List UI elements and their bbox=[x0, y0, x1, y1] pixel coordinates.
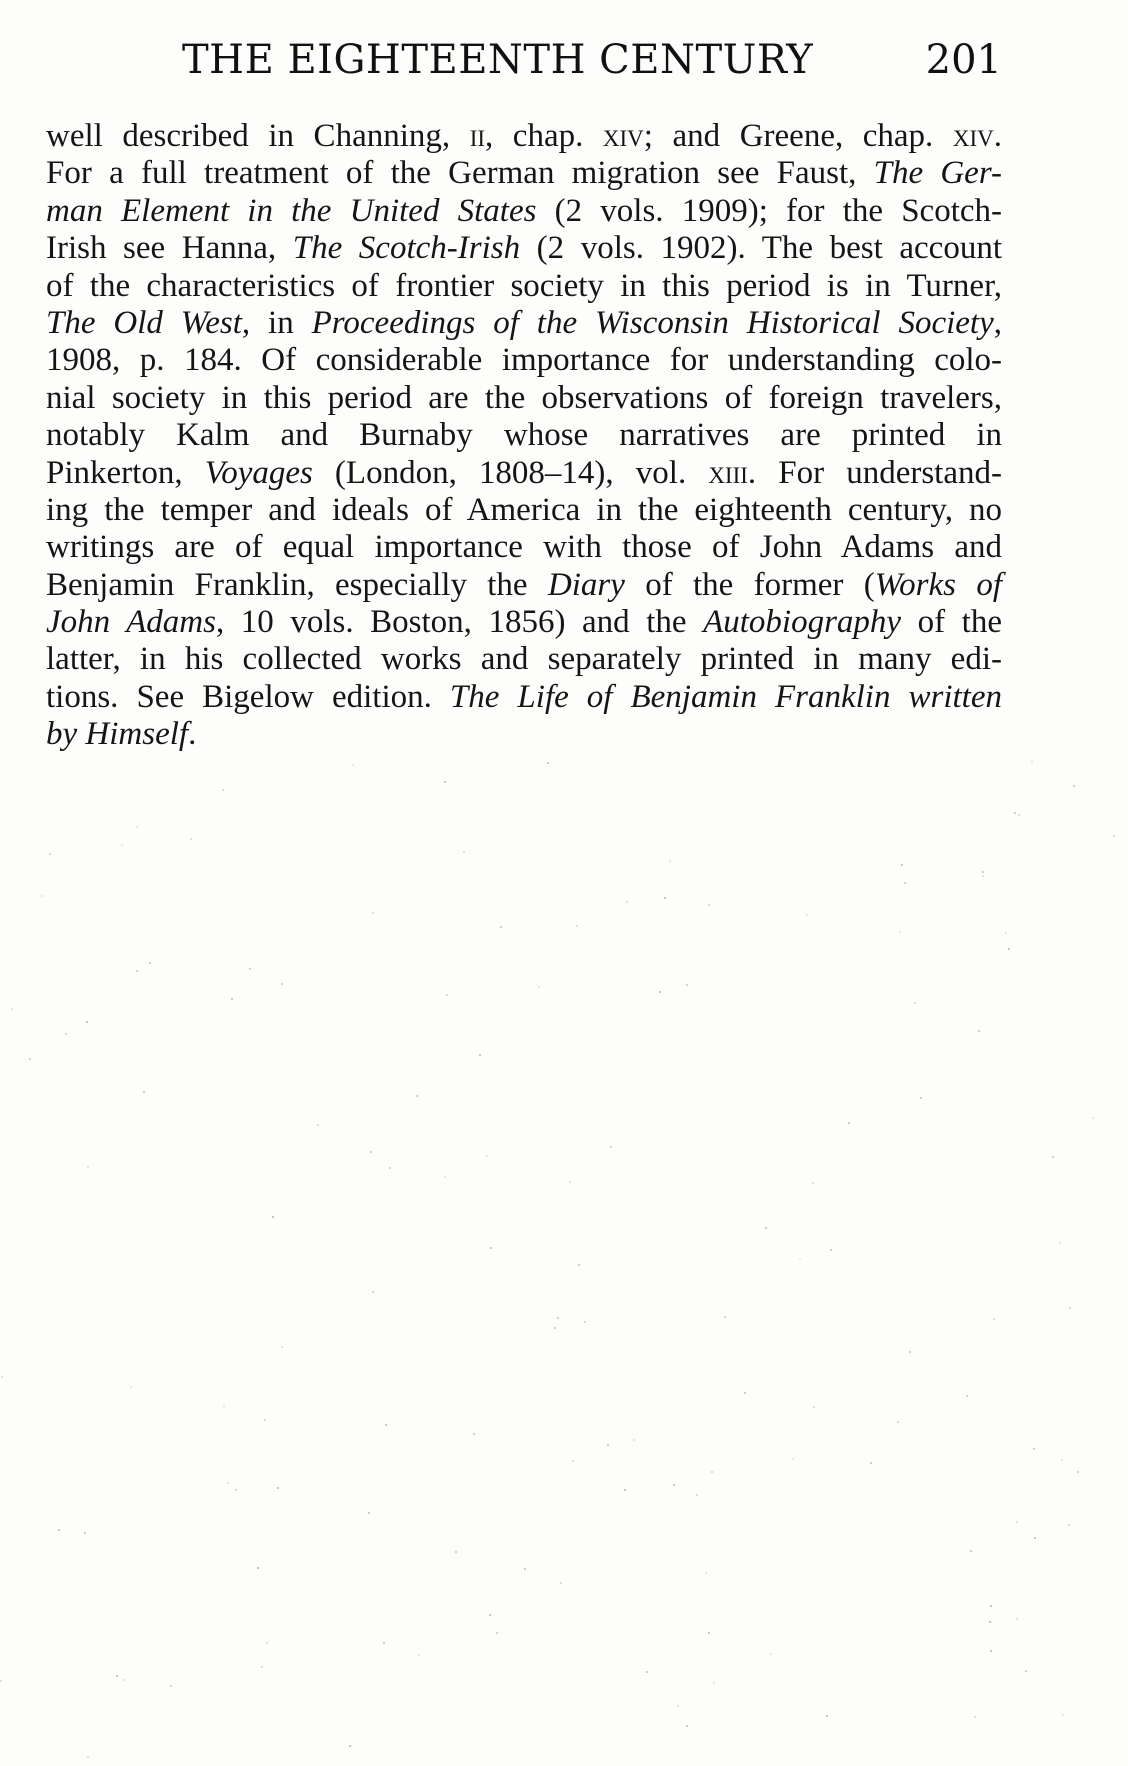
text-line: For a full treatment of the German migration see Faust, The Ger- bbox=[46, 155, 1002, 192]
scan-speck bbox=[444, 1176, 446, 1178]
scan-speck bbox=[222, 789, 224, 791]
scan-speck bbox=[982, 871, 984, 873]
scan-speck bbox=[1059, 1242, 1061, 1244]
scan-speck bbox=[1033, 1448, 1035, 1450]
text-line: 1908, p. 184. Of considerable importance for understanding colo- bbox=[46, 342, 1002, 379]
scan-speck bbox=[978, 1030, 980, 1032]
scan-speck bbox=[708, 904, 710, 906]
text-line: of the characteristics of frontier society in this period is in Turner, bbox=[46, 267, 1002, 304]
text-line: Benjamin Franklin, especially the Diary of the former (Works of bbox=[46, 566, 1002, 603]
scan-speck bbox=[705, 1572, 707, 1574]
scan-speck bbox=[538, 986, 540, 988]
scan-speck bbox=[901, 864, 903, 866]
scan-speck bbox=[277, 1487, 279, 1489]
scan-speck bbox=[686, 1725, 688, 1727]
scan-speck bbox=[633, 1439, 635, 1441]
scan-speck bbox=[490, 1247, 492, 1249]
scan-speck bbox=[909, 1351, 911, 1353]
scan-speck bbox=[446, 994, 448, 996]
text-line: nial society in this period are the observations of foreign travelers, bbox=[46, 379, 1002, 416]
text-line: by Himself. bbox=[46, 716, 197, 753]
scan-speck bbox=[49, 853, 51, 855]
text-line: latter, in his collected works and separately printed in many edi- bbox=[46, 641, 1002, 678]
scan-speck bbox=[826, 1715, 828, 1717]
scan-speck bbox=[547, 762, 549, 764]
scan-speck bbox=[1061, 1459, 1063, 1461]
text-line: notably Kalm and Burnaby whose narratives are printed in bbox=[46, 417, 1002, 454]
scan-speck bbox=[231, 998, 233, 1000]
scan-speck bbox=[123, 1679, 125, 1681]
scan-speck bbox=[1069, 1307, 1071, 1309]
scan-speck bbox=[370, 1151, 372, 1153]
scan-speck bbox=[669, 860, 671, 862]
scan-speck bbox=[904, 882, 906, 884]
page-number: 201 bbox=[925, 37, 1002, 83]
scan-speck bbox=[686, 984, 688, 986]
scan-speck bbox=[713, 1682, 715, 1684]
scan-speck bbox=[920, 1097, 922, 1099]
scan-speck bbox=[610, 1146, 612, 1148]
text-line: man Element in the United States (2 vols. 1909); for the Scotch- bbox=[46, 192, 1002, 229]
scan-speck bbox=[264, 1419, 266, 1421]
scan-speck bbox=[744, 1392, 746, 1394]
scan-speck bbox=[372, 912, 374, 914]
scan-speck bbox=[317, 1124, 319, 1126]
scan-speck bbox=[584, 1321, 586, 1323]
scan-speck bbox=[121, 844, 123, 846]
scan-speck bbox=[1034, 1537, 1036, 1539]
scan-speck bbox=[1077, 1471, 1079, 1473]
scan-speck bbox=[86, 1021, 88, 1023]
scan-speck bbox=[223, 1405, 225, 1407]
text-line: ing the temper and ideals of America in the eighteenth century, no bbox=[46, 491, 1002, 528]
scan-speck bbox=[352, 764, 354, 766]
scan-speck bbox=[897, 1421, 899, 1423]
scan-speck bbox=[479, 1054, 481, 1056]
text-line: well described in Channing, ii, chap. xiv; and Greene, chap. xiv. bbox=[46, 118, 1002, 154]
scan-speck bbox=[1031, 761, 1033, 763]
scan-speck bbox=[659, 991, 661, 993]
scan-speck bbox=[993, 1318, 995, 1320]
scan-speck bbox=[257, 1567, 259, 1569]
text-line: tions. See Bigelow edition. The Life of Benjamin Franklin written bbox=[46, 678, 1002, 715]
scan-speck bbox=[664, 897, 666, 899]
scan-speck bbox=[673, 1484, 675, 1486]
scan-speck bbox=[1016, 1521, 1018, 1523]
scan-speck bbox=[990, 1650, 992, 1652]
scan-speck bbox=[227, 1482, 229, 1484]
running-head bbox=[48, 30, 1002, 90]
scan-speck bbox=[1014, 812, 1016, 814]
scan-speck bbox=[389, 1167, 391, 1169]
scan-speck bbox=[416, 1095, 418, 1097]
scan-speck bbox=[261, 1666, 263, 1668]
scan-speck bbox=[812, 1182, 814, 1184]
scan-speck bbox=[1, 1376, 3, 1378]
scan-speck bbox=[385, 1424, 387, 1426]
scan-speck bbox=[696, 1494, 698, 1496]
scan-speck bbox=[1068, 1524, 1070, 1526]
scan-speck bbox=[572, 1460, 574, 1462]
text-line: Irish see Hanna, The Scotch-Irish (2 vols. 1902). The best account bbox=[46, 230, 1002, 267]
scan-speck bbox=[624, 1489, 626, 1491]
scan-speck bbox=[496, 1632, 498, 1634]
scan-speck bbox=[646, 1671, 648, 1673]
scan-speck bbox=[970, 1550, 972, 1552]
scan-speck bbox=[486, 1155, 488, 1157]
scan-speck bbox=[473, 1433, 475, 1435]
text-line: writings are of equal importance with those of John Adams and bbox=[46, 529, 1002, 566]
scan-speck bbox=[1018, 814, 1020, 816]
scan-speck bbox=[170, 1685, 172, 1687]
scan-speck bbox=[136, 826, 138, 828]
scan-speck bbox=[982, 875, 984, 877]
scan-speck bbox=[554, 1327, 556, 1329]
scan-speck bbox=[0, 1680, 2, 1682]
text-line: The Old West, in Proceedings of the Wisconsin Historical Society, bbox=[46, 304, 1002, 341]
text-line: John Adams, 10 vols. Boston, 1856) and the Autobiography of the bbox=[46, 604, 1002, 641]
scan-speck bbox=[711, 1471, 713, 1473]
scan-speck bbox=[1092, 1117, 1094, 1119]
scan-speck bbox=[1113, 835, 1115, 837]
scan-speck bbox=[524, 1568, 526, 1570]
scan-speck bbox=[1073, 785, 1075, 787]
scan-speck bbox=[87, 1756, 89, 1758]
scan-speck bbox=[1025, 1670, 1027, 1672]
scan-speck bbox=[914, 1002, 916, 1004]
scan-speck bbox=[136, 970, 138, 972]
scan-speck bbox=[235, 1489, 237, 1491]
scan-speck bbox=[560, 1582, 562, 1584]
scan-speck bbox=[349, 1745, 351, 1747]
scan-speck bbox=[41, 895, 43, 897]
scan-speck bbox=[65, 1033, 67, 1035]
scan-speck bbox=[848, 1122, 850, 1124]
scan-speck bbox=[792, 1458, 794, 1460]
scan-speck bbox=[1052, 1156, 1054, 1158]
scan-speck bbox=[990, 1605, 992, 1607]
text-line: Pinkerton, Voyages (London, 1808–14), vol. xiii. For understand- bbox=[46, 454, 1002, 491]
scan-speck bbox=[806, 914, 808, 916]
scan-speck bbox=[1005, 932, 1007, 934]
scan-speck bbox=[190, 838, 192, 840]
scan-speck bbox=[372, 1291, 374, 1293]
scan-speck bbox=[489, 1614, 491, 1616]
scan-speck bbox=[569, 1181, 571, 1183]
scan-speck bbox=[799, 1258, 801, 1260]
scan-speck bbox=[281, 983, 283, 985]
scan-speck bbox=[11, 1008, 13, 1010]
scan-speck bbox=[607, 1444, 609, 1446]
scan-speck bbox=[444, 781, 446, 783]
scan-speck bbox=[1062, 1714, 1064, 1716]
scan-speck bbox=[149, 962, 151, 964]
scan-speck bbox=[116, 1675, 118, 1677]
scan-speck bbox=[418, 1654, 420, 1656]
scan-speck bbox=[249, 968, 251, 970]
scan-speck bbox=[84, 1532, 86, 1534]
scan-speck bbox=[368, 1512, 370, 1514]
scan-speck bbox=[383, 1642, 385, 1644]
scan-speck bbox=[143, 1091, 145, 1093]
scan-speck bbox=[557, 1317, 559, 1319]
scan-speck bbox=[130, 1386, 132, 1388]
scan-speck bbox=[770, 1653, 772, 1655]
scan-speck bbox=[974, 1716, 976, 1718]
scan-speck bbox=[708, 1632, 710, 1634]
scan-speck bbox=[500, 926, 502, 928]
scan-speck bbox=[87, 1166, 89, 1168]
bibliography-paragraph bbox=[46, 118, 1002, 754]
scan-speck bbox=[724, 1316, 726, 1318]
scan-speck bbox=[765, 1227, 767, 1229]
scan-speck bbox=[870, 1462, 872, 1464]
scan-speck bbox=[281, 1346, 283, 1348]
scan-speck bbox=[272, 1216, 274, 1218]
scan-speck bbox=[29, 1058, 31, 1060]
scan-speck bbox=[966, 1395, 968, 1397]
scan-speck bbox=[899, 931, 901, 933]
scan-speck bbox=[266, 1642, 268, 1644]
scan-speck bbox=[677, 1705, 679, 1707]
scan-speck bbox=[1016, 1618, 1018, 1620]
scan-speck bbox=[989, 1621, 991, 1623]
scan-speck bbox=[1008, 948, 1010, 950]
scan-speck bbox=[576, 925, 578, 927]
scan-speck bbox=[578, 1264, 580, 1266]
scan-speck bbox=[830, 1249, 832, 1251]
scan-speck bbox=[58, 1529, 60, 1531]
running-title: THE EIGHTEENTH CENTURY bbox=[182, 37, 814, 83]
scan-speck bbox=[455, 1551, 457, 1553]
scan-speck bbox=[813, 1406, 815, 1408]
scan-speck bbox=[626, 901, 628, 903]
scan-speck bbox=[463, 851, 465, 853]
